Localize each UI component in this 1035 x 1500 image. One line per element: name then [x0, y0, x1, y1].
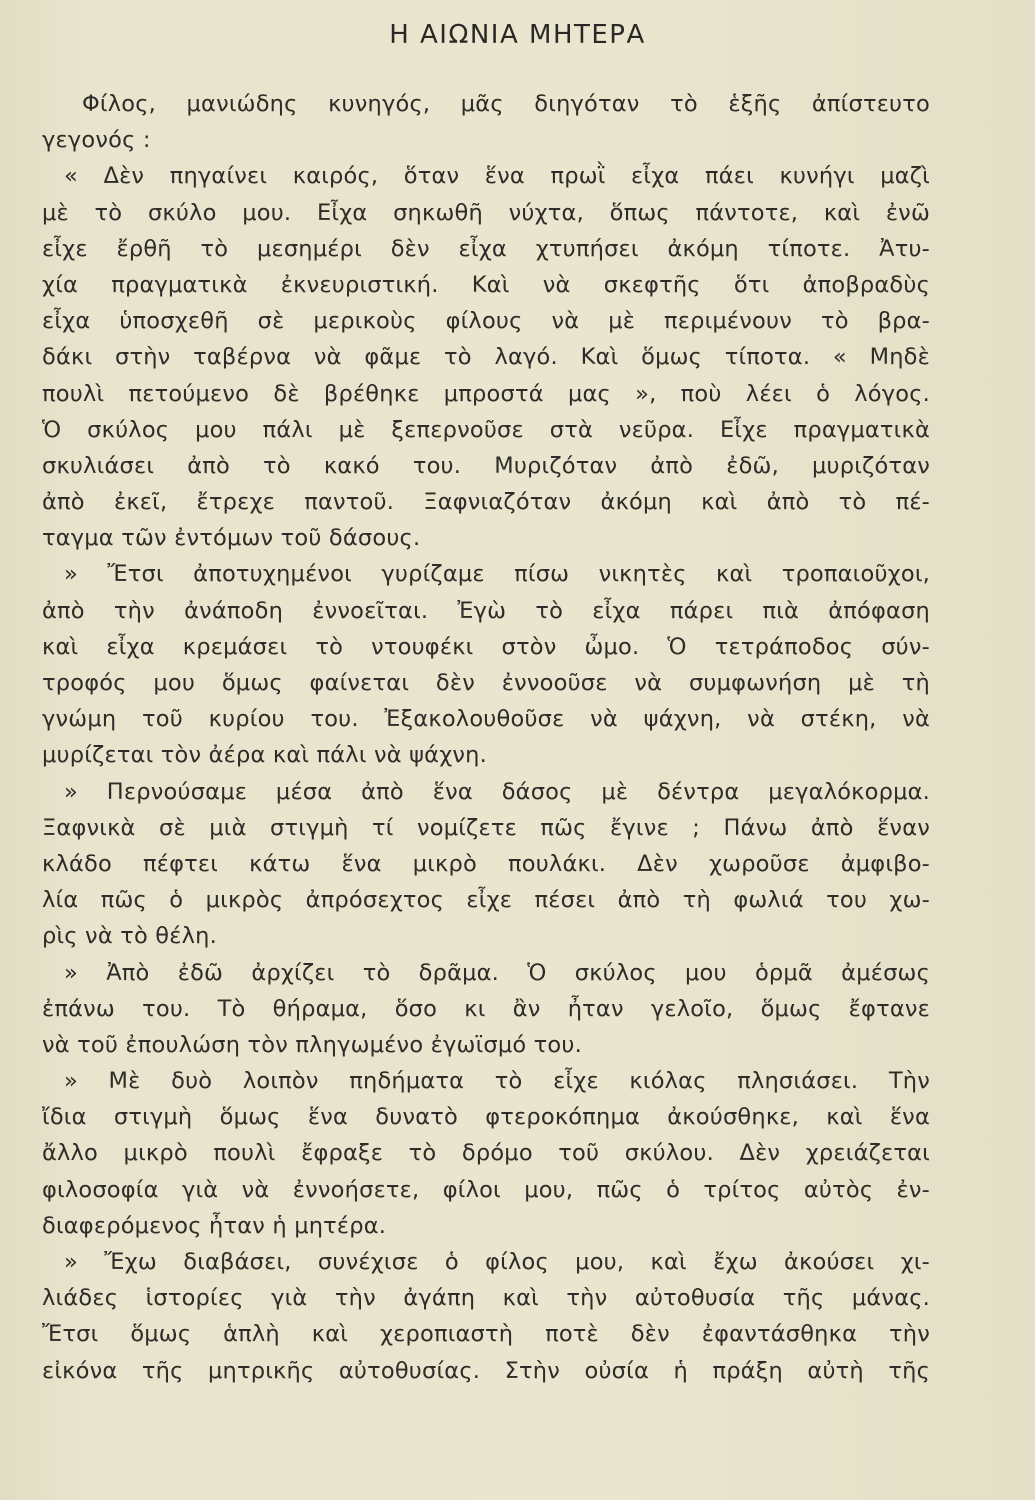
text-line: ἐπάνω του. Τὸ θήραμα, ὅσο κι ἂν ἦταν γελοῖο, ὅμως ἔφτανε — [42, 995, 930, 1022]
text-line: ἀπὸ ἐκεῖ, ἔτρεχε παντοῦ. Ξαφνιαζόταν ἀκόμη καὶ ἀπὸ τὸ πέ- — [42, 489, 930, 516]
text-line: ἄλλο μικρὸ πουλὶ ἔφραξε τὸ δρόμο τοῦ σκύλου. Δὲν χρειάζεται — [42, 1140, 930, 1167]
text-line: ἴδια στιγμὴ ὅμως ἕνα δυνατὸ φτεροκόπημα ἀκούσθηκε, καὶ ἕνα — [42, 1104, 930, 1131]
text-line: ρὶς νὰ τὸ θέλη. — [42, 923, 217, 950]
body-text — [42, 86, 930, 1389]
text-line: κλάδο πέφτει κάτω ἕνα μικρὸ πουλάκι. Δὲν χωροῦσε ἀμφιβο- — [42, 850, 930, 877]
text-line: διαφερόμενος ἦταν ἡ μητέρα. — [42, 1212, 387, 1239]
text-line: » Ἀπὸ ἐδῶ ἀρχίζει τὸ δρᾶμα. Ὁ σκύλος μου ὁρμᾶ ἀμέσως — [64, 959, 930, 986]
text-line: μυρίζεται τὸν ἀέρα καὶ πάλι νὰ ψάχνη. — [42, 742, 487, 769]
text-line: δάκι στὴν ταβέρνα νὰ φᾶμε τὸ λαγό. Καὶ ὅμως τίποτα. « Μηδὲ — [42, 344, 930, 371]
text-line: μὲ τὸ σκύλο μου. Εἶχα σηκωθῆ νύχτα, ὅπως πάντοτε, καὶ ἐνῶ — [42, 199, 930, 226]
text-line: σκυλιάσει ἀπὸ τὸ κακό του. Μυριζόταν ἀπὸ ἐδῶ, μυριζόταν — [42, 452, 930, 479]
text-line: » Μὲ δυὸ λοιπὸν πηδήματα τὸ εἶχε κιόλας πλησιάσει. Τὴν — [64, 1068, 930, 1095]
text-line: « Δὲν πηγαίνει καιρός, ὅταν ἕνα πρωῒ εἶχα πάει κυνήγι μαζὶ — [64, 163, 930, 190]
text-line: χία πραγματικὰ ἐκνευριστική. Καὶ νὰ σκεφτῆς ὅτι ἀποβραδὺς — [42, 271, 930, 298]
text-line: τροφός μου ὅμως φαίνεται δὲν ἐννοοῦσε νὰ συμφωνήση μὲ τὴ — [42, 670, 930, 696]
text-line: γεγονός : — [42, 127, 151, 154]
text-line: εἶχα ὑποσχεθῆ σὲ μερικοὺς φίλους νὰ μὲ περιμένουν τὸ βρα- — [42, 308, 930, 335]
text-line: λιάδες ἱστορίες γιὰ τὴν ἀγάπη καὶ τὴν αὐτοθυσία τῆς μάνας. — [42, 1285, 930, 1312]
text-line: πουλὶ πετούμενο δὲ βρέθηκε μπροστά μας », ποὺ λέει ὁ λόγος. — [42, 380, 930, 407]
text-line: γνώμη τοῦ κυρίου του. Ἐξακολουθοῦσε νὰ ψάχνη, νὰ στέκη, νὰ — [42, 706, 930, 733]
text-line: » Περνούσαμε μέσα ἀπὸ ἕνα δάσος μὲ δέντρα μεγαλόκορμα. — [64, 778, 930, 805]
text-line: Ὁ σκύλος μου πάλι μὲ ξεπερνοῦσε στὰ νεῦρα. Εἶχε πραγματικὰ — [42, 416, 930, 443]
text-line: εἰκόνα τῆς μητρικῆς αὐτοθυσίας. Στὴν οὐσία ἡ πράξη αὐτὴ τῆς — [42, 1357, 930, 1384]
text-line: εἶχε ἔρθῆ τὸ μεσημέρι δὲν εἶχα χτυπήσει ἀκόμη τίποτε. Ἀτυ- — [42, 235, 930, 262]
text-line: λία πῶς ὁ μικρὸς ἀπρόσεχτος εἶχε πέσει ἀπὸ τὴ φωλιά του χω- — [42, 887, 930, 914]
text-line: φιλοσοφία γιὰ νὰ ἐννοήσετε, φίλοι μου, πῶς ὁ τρίτος αὐτὸς ἐν- — [42, 1176, 930, 1203]
chapter-title: Η ΑΙΩΝΙΑ ΜΗΤΕΡΑ — [389, 20, 646, 50]
text-line: Ἔτσι ὅμως ἁπλὴ καὶ χεροπιαστὴ ποτὲ δὲν ἐφαντάσθηκα τὴν — [42, 1321, 930, 1348]
text-line: ἀπὸ τὴν ἀνάποδη ἐννοεῖται. Ἐγὼ τὸ εἶχα πάρει πιὰ ἀπόφαση — [42, 597, 930, 624]
text-line: καὶ εἶχα κρεμάσει τὸ ντουφέκι στὸν ὦμο. Ὁ τετράποδος σύν- — [42, 633, 930, 660]
text-line: » Ἔτσι ἀποτυχημένοι γυρίζαμε πίσω νικητὲς καὶ τροπαιοῦχοι, — [64, 561, 930, 588]
text-line: Φίλος, μανιώδης κυνηγός, μᾶς διηγόταν τὸ ἑξῆς ἀπίστευτο — [82, 91, 930, 117]
text-line: ταγμα τῶν ἐντόμων τοῦ δάσους. — [42, 525, 421, 552]
text-line: Ξαφνικὰ σὲ μιὰ στιγμὴ τί νομίζετε πῶς ἔγινε ; Πάνω ἀπὸ ἕναν — [42, 814, 930, 841]
text-line: » Ἔχω διαβάσει, συνέχισε ὁ φίλος μου, καὶ ἔχω ἀκούσει χι- — [64, 1249, 930, 1275]
text-line: νὰ τοῦ ἐπουλώση τὸν πληγωμένο ἐγωϊσμό του. — [42, 1031, 582, 1058]
